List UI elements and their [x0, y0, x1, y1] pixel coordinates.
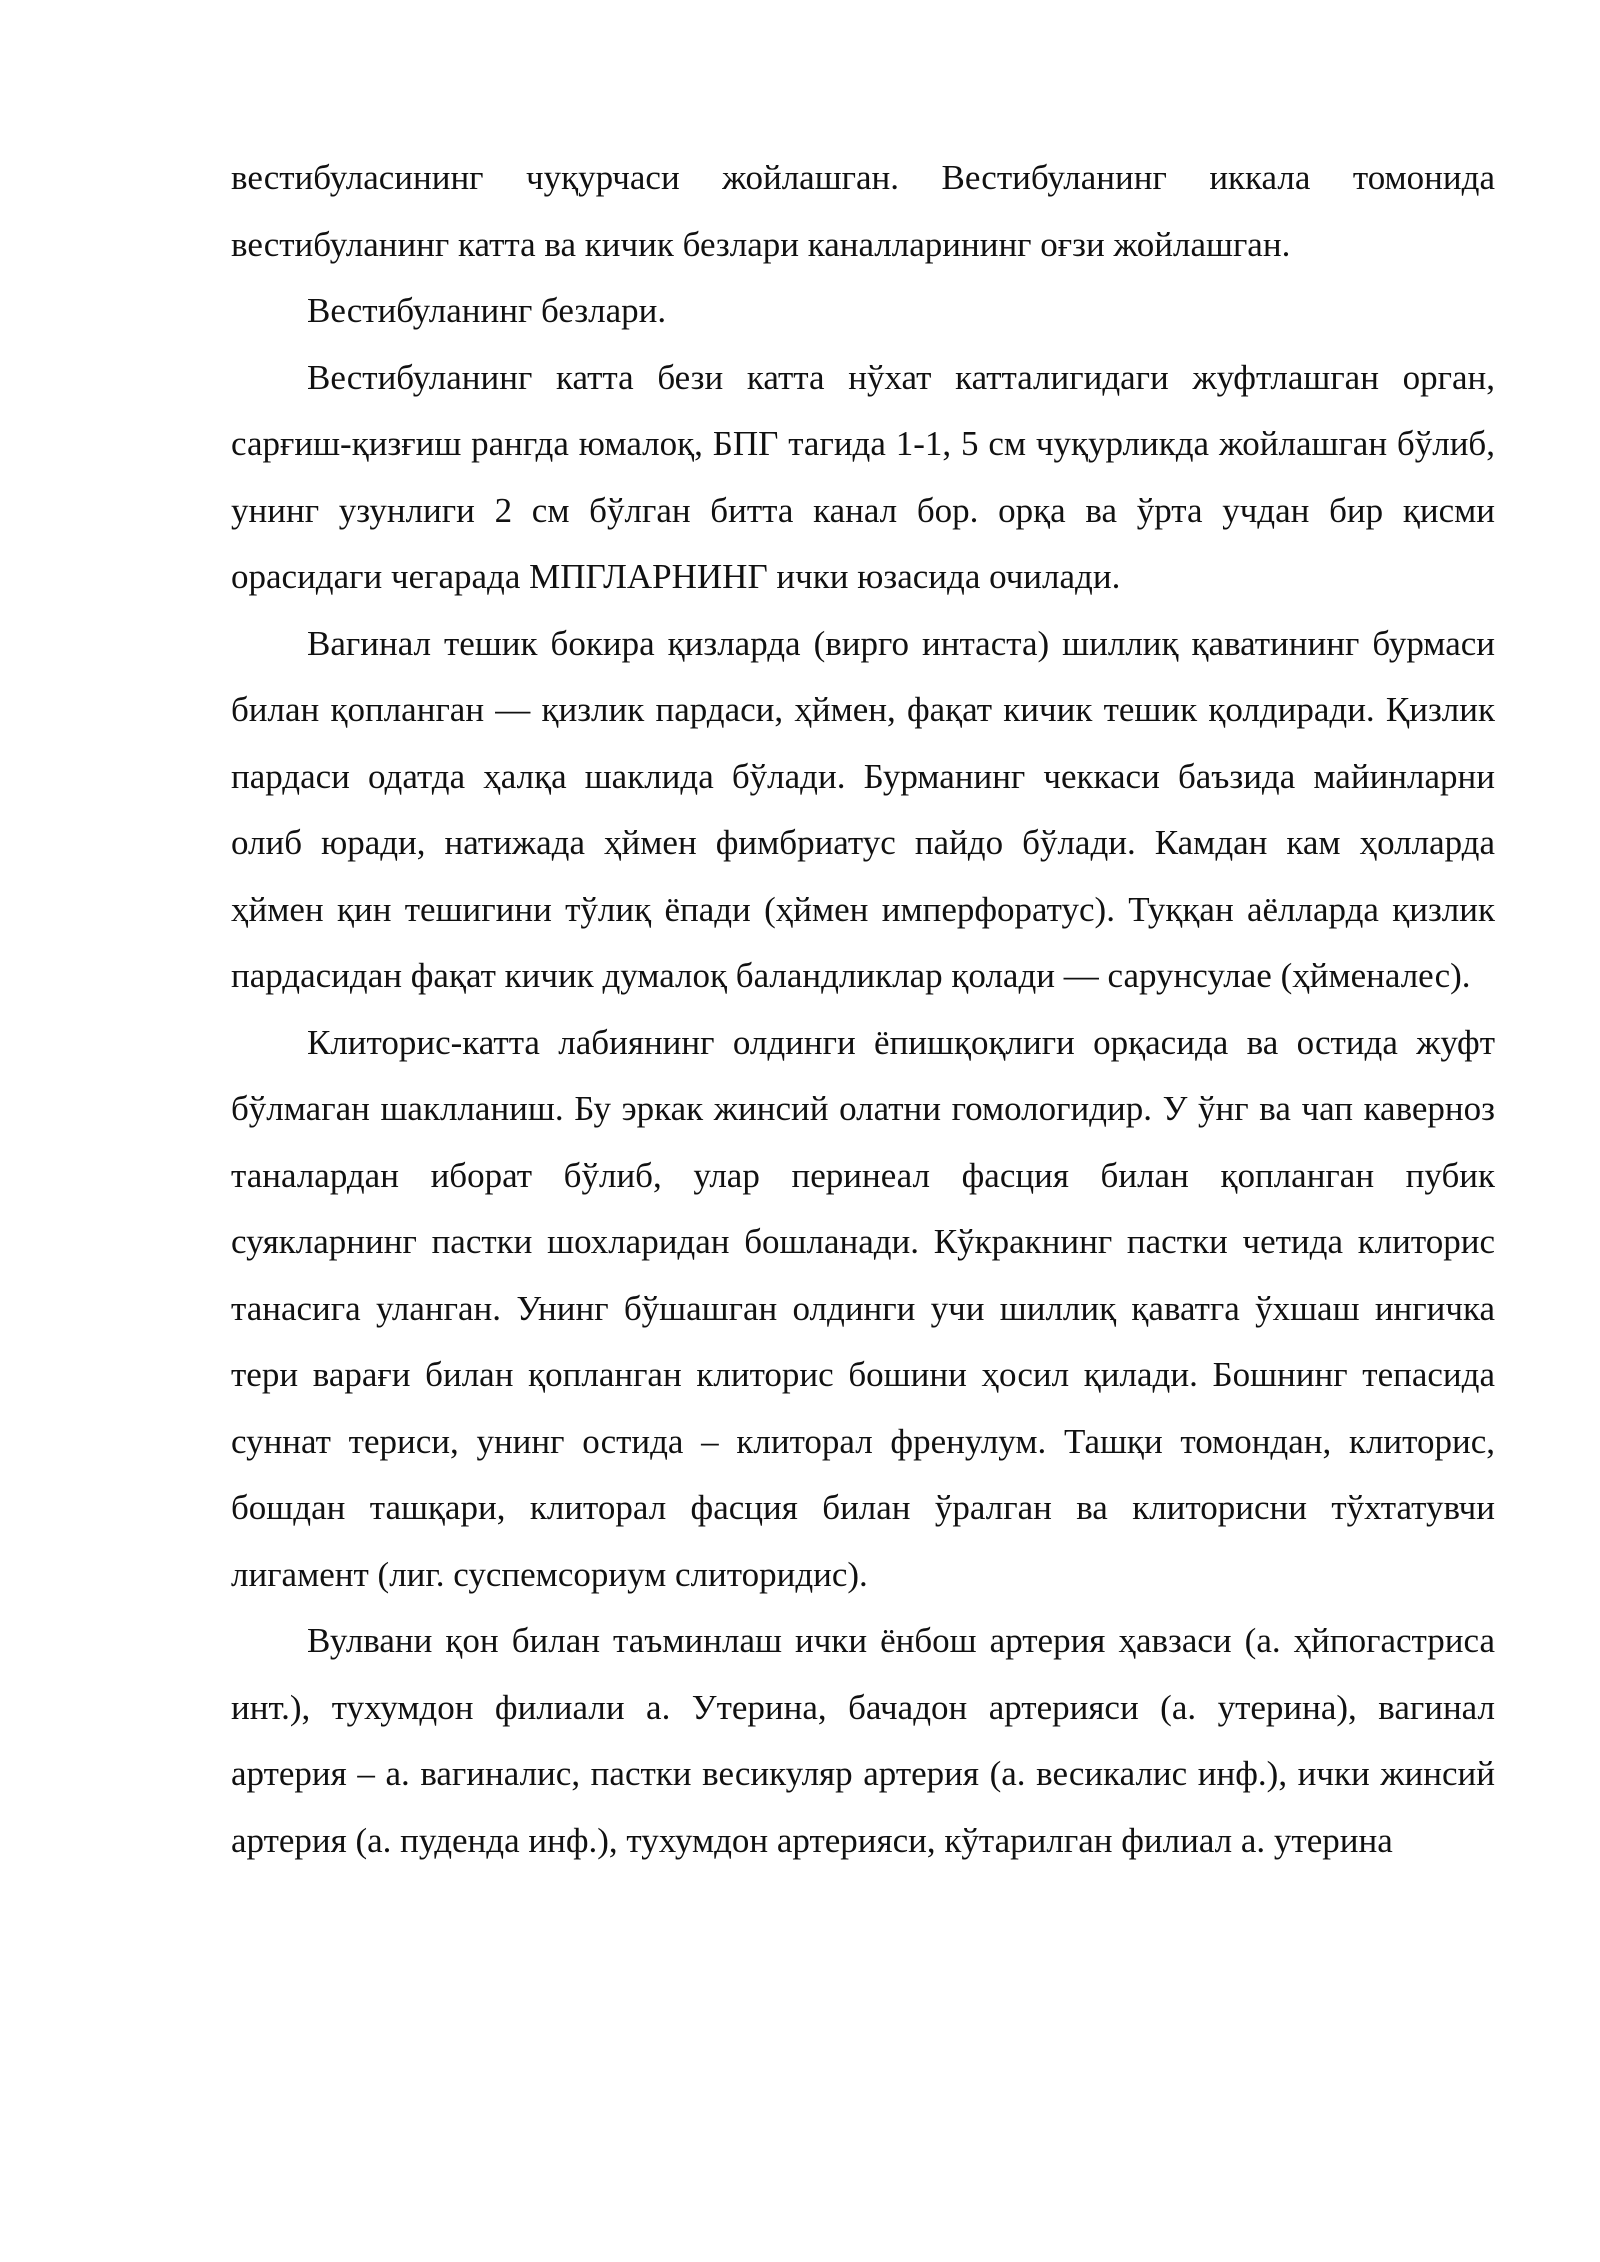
paragraph-clitoris: Клиторис-катта лабиянинг олдинги ёпишқоқлиги орқасида ва остида жуфт бўлмаган шаклланиш. Бу эркак жинсий олатни гомологидир. У ўнг ва чап каверноз таналардан иборат бўлиб, улар перинеал фасция билан қопланган пубик суякларнинг пастки шохларидан бошланади. Кўкракнинг пастки четида клиторис танасига уланган. Унинг бўшашган олдинги учи шиллиқ қаватга ўхшаш ингичка тери варағи билан қопланган клиторис бошини ҳосил қилади. Бошнинг тепасида суннат териси, унинг остида – клиторал френулум. Ташқи томондан, клиторис, бошдан ташқари, клиторал фасция билан ўралган ва клиторисни тўхтатувчи лигамент (лиг. суспемсориум слиторидис).	[231, 1022, 1495, 1594]
paragraph-continuation: вестибуласининг чуқурчаси жойлашган. Вестибуланинг иккала томонида вестибуланинг катта ва кичик безлари каналларининг оғзи жойлашган.	[231, 158, 1495, 264]
paragraph-blood-supply: Вулвани қон билан таъминлаш ички ёнбош артерия ҳавзаси (а. ҳйпогастриса инт.), тухумдон филиали а. Утерина, бачадон артерияси (а. утерина), вагинал артерия – а. вагиналис, пастки весикуляр артерия (а. весикалис инф.), ички жинсий артерия (а. пуденда инф.), тухумдон артерияси, кўтарилган филиал а. утерина	[231, 1621, 1495, 1860]
document-body	[231, 145, 1495, 1874]
paragraph-heading-glands: Вестибуланинг безлари.	[307, 291, 667, 330]
paragraph-greater-vestibular-gland: Вестибуланинг катта бези катта нўхат катталигидаги жуфтлашган орган, сарғиш-қизғиш рангда юмалоқ, БПГ тагида 1-1, 5 см чуқурликда жойлашган бўлиб, унинг узунлиги 2 см бўлган битта канал бор. орқа ва ўрта учдан бир қисми орасидаги чегарада МПГЛАРНИНГ ички юзасида очилади.	[231, 357, 1495, 596]
paragraph-vaginal-opening: Вагинал тешик бокира қизларда (вирго интаста) шиллиқ қаватининг бурмаси билан қопланган — қизлик пардаси, ҳймен, фақат кичик тешик қолдиради. Қизлик пардаси одатда ҳалқа шаклида бўлади. Бурманинг чеккаси баъзида майинларни олиб юради, натижада ҳймен фимбриатус пайдо бўлади. Камдан кам ҳолларда ҳймен қин тешигини тўлиқ ёпади (ҳймен имперфоратус). Туққан аёлларда қизлик пардасидан фақат кичик думалоқ баландликлар қолади — сарунсулае (ҳйменалес).	[231, 623, 1495, 995]
